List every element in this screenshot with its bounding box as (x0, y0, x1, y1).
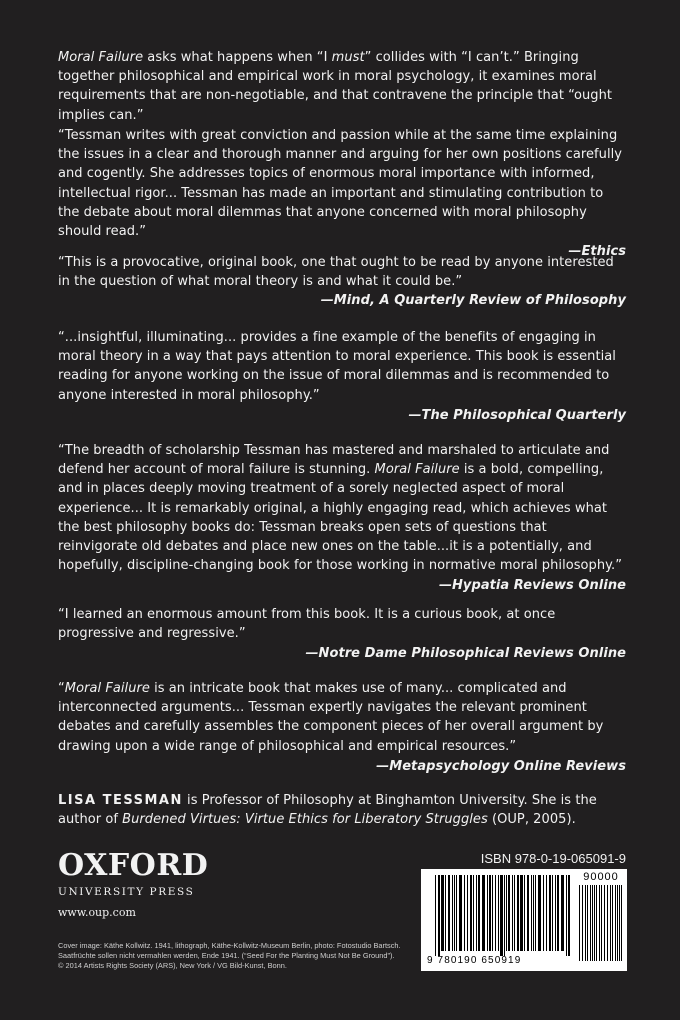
barcode-bar (441, 875, 444, 951)
barcode-bar (435, 875, 436, 956)
barcode-bar (549, 875, 551, 951)
barcode-bar (464, 875, 465, 951)
credit-line: Cover image: Käthe Kollwitz. 1941, lithograph, Käthe-Kollwitz-Museum Berlin, photo: Fotostudio Bartsch. (58, 941, 401, 950)
barcode-bar (590, 885, 591, 961)
review-quote: “This is a provocative, original book, one that ought to be read by anyone interested in the question of what moral theory is and what it could be.” (58, 255, 614, 290)
barcode-bar (585, 885, 586, 961)
barcode-bar (579, 885, 580, 961)
barcode-bar (557, 875, 559, 951)
book-description (58, 48, 626, 125)
barcode (421, 869, 627, 971)
barcode-bar (552, 875, 553, 951)
barcode-bar (467, 875, 468, 951)
barcode-bar (498, 875, 499, 951)
barcode-bar (599, 885, 600, 961)
barcode-bar (524, 875, 525, 951)
barcode-bar (517, 875, 519, 951)
barcode-bar (527, 875, 529, 951)
oxford-wordmark: OXFORD (58, 848, 209, 883)
credit-line: © 2014 Artists Rights Society (ARS), New York / VG Bild-Kunst, Bonn. (58, 961, 287, 971)
barcode-bar (568, 875, 570, 956)
credit-line: Saatfrüchte sollen nicht vermahlen werden, Ende 1941. (“Seed For the Planting Must Not Be Ground”). (58, 951, 395, 961)
barcode-bar (512, 875, 513, 951)
cover-credits (58, 941, 438, 972)
barcode-bar (473, 875, 474, 951)
review-notre-dame (58, 605, 626, 664)
review-philosophical-quarterly (58, 328, 626, 425)
review-mind (58, 253, 626, 311)
review-source: —Ethics (568, 244, 626, 260)
barcode-bar (459, 875, 462, 951)
review-hypatia (58, 441, 626, 596)
book-title-italic: Burdened Virtues: Virtue Ethics for Liberatory Struggles (122, 812, 488, 828)
barcode-bar (566, 875, 567, 956)
barcode-bar (438, 875, 440, 956)
barcode-bar (621, 885, 622, 961)
barcode-bar (594, 885, 595, 961)
barcode-bar (582, 885, 583, 961)
review-quote: “Tessman writes with great conviction and passion while at the same time explaining the issues in a clear and thorough manner and arguing for her own positions carefully and cogently. She addresses topics of enormous moral importance with informed, intellectual rigor... Tessman has made an important and stimulating contribution to the debate about moral dilemmas that anyone concerned with moral philosophy should read.” (58, 128, 623, 240)
review-ethics (58, 126, 626, 261)
title-italic: Moral Failure (58, 50, 144, 65)
barcode-digits: 9 780190 650919 (427, 955, 522, 966)
barcode-bar (619, 885, 620, 961)
barcode-addon-digits: 90000 (583, 871, 619, 883)
review-source: —The Philosophical Quarterly (408, 407, 626, 423)
review-source: —Notre Dame Philosophical Reviews Online (305, 646, 626, 662)
barcode-bar (555, 875, 556, 951)
barcode-bar (506, 875, 507, 951)
barcode-bar (601, 885, 602, 961)
review-metapsychology (58, 679, 626, 776)
description-text: asks what happens when “I (143, 50, 332, 65)
barcode-bar (492, 875, 493, 951)
review-quote: “The breadth of scholarship Tessman has mastered and marshaled to articulate and defend her account of moral failure is stunning. Moral Failure is a bold, compelling, and in places deeply moving treatment of a sorely neglected aspect of moral experience... It is remarkably original, a highly engaging read, which achieves what the best philosophy books do: Tessman breaks open sets of questions that reinvigorate old debates and place new ones on the table...it is a potentially, and hopefully, discipline-changing book for those working in normative moral philosophy.” (58, 443, 623, 574)
university-press-label: UNIVERSITY PRESS (58, 886, 195, 898)
barcode-bar (476, 875, 477, 951)
barcode-bar (592, 885, 593, 961)
barcode-bar (445, 875, 446, 951)
barcode-bar (514, 875, 515, 951)
barcode-bar (504, 875, 505, 956)
review-quote: “I learned an enormous amount from this book. It is a curious book, at once progressive and regressive.” (58, 607, 556, 642)
barcode-bar (500, 875, 503, 956)
author-bio: LISA TESSMAN is Professor of Philosophy at Binghamton University. She is the author of Burdened Virtues: Virtue Ethics for Liberatory Struggles (OUP, 2005). (58, 793, 597, 828)
barcode-bar (533, 875, 534, 951)
barcode-bar (561, 875, 564, 951)
isbn-label: ISBN 978-0-19-065091-9 (480, 851, 626, 866)
author-name: LISA TESSMAN (58, 793, 183, 808)
barcode-bar (604, 885, 605, 961)
barcode-bar (615, 885, 616, 961)
review-quote: “Moral Failure is an intricate book that makes use of many... complicated and interconnected arguments... Tessman expertly navigates the relevant prominent debates and carefully assembles the component pieces of her overall argument by drawing upon a wide range of philosophical and empirical resources.” (58, 681, 604, 754)
review-quote: “...insightful, illuminating... provides a fine example of the benefits of engaging in moral theory in a way that pays attention to moral experience. This book is essential reading for anyone working on the issue of moral dilemmas and is recommended to anyone interested in moral philosophy.” (58, 330, 616, 403)
barcode-bar (617, 885, 618, 961)
barcode-bar (454, 875, 455, 951)
must-italic: must (331, 50, 365, 65)
review-source: —Mind, A Quarterly Review of Philosophy (320, 293, 626, 309)
review-source: —Metapsychology Online Reviews (376, 758, 626, 774)
barcode-bar (452, 875, 453, 951)
barcode-bar (612, 885, 613, 961)
review-source: —Hypatia Reviews Online (438, 578, 626, 594)
publisher-url: www.oup.com (58, 906, 136, 919)
barcode-bar (543, 875, 544, 951)
barcode-bar (535, 875, 536, 951)
publisher-logo (58, 850, 208, 922)
barcode-bar (508, 875, 510, 951)
barcode-bar (607, 885, 608, 961)
barcode-bar (587, 885, 588, 961)
barcode-bar (546, 875, 547, 951)
title-italic: Moral Failure (374, 462, 460, 478)
barcode-bar (456, 875, 457, 951)
description-text: ” collides with “I can’t.” Bringing together philosophical and empirical work in moral psychology, it examines moral requirements that are non-negotiable, and that contravene the principle that “ought implies can.” (58, 50, 613, 123)
barcode-bar (610, 885, 611, 961)
barcode-bar (538, 875, 541, 951)
barcode-bar (470, 875, 472, 951)
barcode-bar (478, 875, 480, 951)
barcode-bar (531, 875, 532, 951)
barcode-bar (448, 875, 450, 951)
title-italic: Moral Failure (64, 681, 150, 696)
barcode-bar (489, 875, 491, 951)
barcode-bar (482, 875, 485, 951)
barcode-bar (487, 875, 488, 951)
barcode-bar (495, 875, 496, 951)
barcode-bar (520, 875, 523, 951)
barcode-bar (596, 885, 597, 961)
